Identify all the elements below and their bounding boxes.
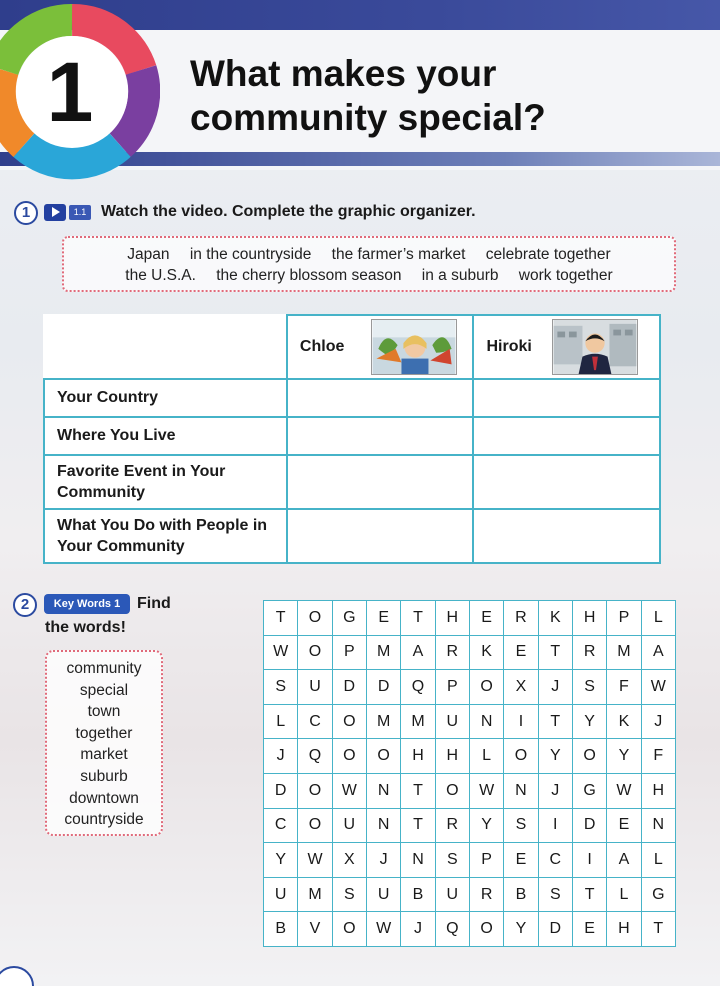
grid-letter[interactable]: O [366,739,400,774]
title-line-2: community special? [190,97,546,138]
grid-letter[interactable]: O [298,635,332,670]
grid-letter[interactable]: D [264,773,298,808]
grid-letter[interactable]: T [641,912,675,947]
grid-row [264,843,676,878]
grid-letter[interactable]: T [538,635,572,670]
answer-cell[interactable] [287,417,474,455]
grid-letter[interactable]: D [538,912,572,947]
grid-letter[interactable]: A [401,635,435,670]
grid-letter[interactable]: W [264,635,298,670]
grid-letter[interactable]: U [435,704,469,739]
grid-letter[interactable]: O [332,912,366,947]
word-bank-item: Japan [127,246,170,263]
organizer-row [44,417,660,455]
grid-row [264,670,676,705]
answer-cell[interactable] [473,417,660,455]
word-list-item: special [79,681,129,699]
grid-letter[interactable]: H [641,773,675,808]
column-label-chloe: Chloe [299,338,345,356]
grid-letter[interactable]: T [264,601,298,636]
grid-letter[interactable]: Y [504,912,538,947]
word-list-item: market [80,746,128,764]
grid-letter[interactable]: S [572,670,606,705]
grid-letter[interactable]: S [264,670,298,705]
grid-letter[interactable]: D [366,670,400,705]
grid-letter[interactable]: R [572,635,606,670]
title-line-1: What makes your [190,53,497,94]
grid-letter[interactable]: N [366,808,400,843]
grid-letter[interactable]: G [332,601,366,636]
grid-letter[interactable]: E [504,635,538,670]
grid-letter[interactable]: U [298,670,332,705]
grid-letter[interactable]: H [572,601,606,636]
grid-letter[interactable]: R [469,877,503,912]
row-label: Where You Live [44,417,287,455]
grid-row [264,601,676,636]
grid-letter[interactable]: C [538,843,572,878]
grid-letter[interactable]: E [504,843,538,878]
answer-cell[interactable] [287,509,474,563]
video-play-icon[interactable] [44,204,66,221]
grid-letter[interactable]: H [435,601,469,636]
grid-letter[interactable]: J [538,670,572,705]
grid-letter[interactable]: J [401,912,435,947]
grid-letter[interactable]: O [298,773,332,808]
organizer-corner-cell [44,315,287,379]
grid-letter[interactable]: T [401,808,435,843]
grid-letter[interactable]: M [607,635,641,670]
grid-row [264,877,676,912]
grid-letter[interactable]: R [504,601,538,636]
grid-row [264,635,676,670]
grid-letter[interactable]: O [435,773,469,808]
word-bank-item: the U.S.A. [125,267,196,284]
grid-letter[interactable]: M [401,704,435,739]
grid-row [264,912,676,947]
grid-letter[interactable]: O [332,739,366,774]
grid-letter[interactable]: P [469,843,503,878]
grid-letter[interactable]: H [435,739,469,774]
grid-letter[interactable]: U [366,877,400,912]
organizer-column-header [473,315,660,379]
answer-cell[interactable] [473,455,660,509]
grid-letter[interactable]: I [538,808,572,843]
organizer-row [44,379,660,417]
grid-letter[interactable]: K [538,601,572,636]
grid-letter[interactable]: W [607,773,641,808]
grid-letter[interactable]: U [332,808,366,843]
word-list-item: downtown [69,789,139,807]
grid-letter[interactable]: S [435,843,469,878]
grid-letter[interactable]: Y [469,808,503,843]
grid-letter[interactable]: O [572,739,606,774]
grid-letter[interactable]: N [641,808,675,843]
word-bank-item: in a suburb [421,267,499,284]
grid-letter[interactable]: B [264,912,298,947]
grid-letter[interactable]: I [504,704,538,739]
grid-letter[interactable]: L [469,739,503,774]
chloe-photo [371,319,457,375]
grid-letter[interactable]: I [572,843,606,878]
grid-letter[interactable]: N [366,773,400,808]
grid-letter[interactable]: P [607,601,641,636]
column-label-hiroki: Hiroki [486,338,532,356]
grid-letter[interactable]: K [607,704,641,739]
grid-letter[interactable]: N [504,773,538,808]
word-bank-item: work together [518,267,613,284]
grid-letter[interactable]: G [641,877,675,912]
word-list-item: town [87,703,121,721]
unit-number: 1 [46,45,94,139]
word-search-grid [263,600,676,947]
page-number-circle [0,966,34,986]
grid-letter[interactable]: Q [435,912,469,947]
grid-row [264,808,676,843]
word-bank-row-2 [64,265,674,286]
grid-letter[interactable]: O [469,912,503,947]
activity-1-number: 1 [14,201,38,225]
grid-letter[interactable]: Y [264,843,298,878]
grid-letter[interactable]: A [641,635,675,670]
word-list-item: countryside [64,811,144,829]
grid-letter[interactable]: W [641,670,675,705]
grid-row [264,704,676,739]
grid-letter[interactable]: X [504,670,538,705]
video-track-badge: 1.1 [69,205,91,220]
word-list [45,650,163,836]
grid-letter[interactable]: E [366,601,400,636]
answer-cell[interactable] [287,455,474,509]
grid-letter[interactable]: O [504,739,538,774]
grid-letter[interactable]: W [298,843,332,878]
grid-row [264,773,676,808]
activity-2-instruction-1: Find [137,595,171,612]
grid-letter[interactable]: J [538,773,572,808]
grid-letter[interactable]: Y [607,739,641,774]
grid-letter[interactable]: N [469,704,503,739]
grid-letter[interactable]: M [366,635,400,670]
grid-letter[interactable]: F [607,670,641,705]
word-list-item: together [75,724,133,742]
grid-letter[interactable]: Y [538,739,572,774]
grid-letter[interactable]: M [298,877,332,912]
grid-letter[interactable]: C [298,704,332,739]
grid-letter[interactable]: T [572,877,606,912]
grid-letter[interactable]: U [435,877,469,912]
activity-2-number: 2 [13,593,37,617]
grid-letter[interactable]: J [366,843,400,878]
grid-letter[interactable]: R [435,808,469,843]
word-bank-item: the farmer’s market [331,246,466,263]
grid-letter[interactable]: Q [298,739,332,774]
grid-letter[interactable]: B [401,877,435,912]
answer-cell[interactable] [473,379,660,417]
grid-letter[interactable]: S [504,808,538,843]
grid-letter[interactable]: V [298,912,332,947]
row-label: What You Do with People in Your Community [44,509,287,563]
grid-letter[interactable]: A [607,843,641,878]
grid-letter[interactable]: O [332,704,366,739]
grid-letter[interactable]: W [366,912,400,947]
row-label: Your Country [44,379,287,417]
activity-1-instruction: Watch the video. Complete the graphic organizer. [101,203,476,220]
answer-cell[interactable] [287,379,474,417]
grid-letter[interactable]: B [504,877,538,912]
grid-letter[interactable]: L [264,704,298,739]
grid-letter[interactable]: W [469,773,503,808]
organizer-header-row [44,315,660,379]
grid-letter[interactable]: R [435,635,469,670]
hiroki-photo [552,319,638,375]
grid-letter[interactable]: N [401,843,435,878]
grid-letter[interactable]: D [572,808,606,843]
grid-letter[interactable]: L [641,601,675,636]
grid-letter[interactable]: F [641,739,675,774]
grid-letter[interactable]: X [332,843,366,878]
activity-2-instruction-2: the words! [45,619,126,636]
grid-letter[interactable]: C [264,808,298,843]
grid-letter[interactable]: E [572,912,606,947]
grid-letter[interactable]: O [298,808,332,843]
word-bank-item: in the countryside [189,246,312,263]
grid-letter[interactable]: J [264,739,298,774]
page-title [190,52,610,140]
row-label: Favorite Event in Your Community [44,455,287,509]
grid-letter[interactable]: S [538,877,572,912]
word-bank-1 [62,236,676,292]
answer-cell[interactable] [473,509,660,563]
grid-letter[interactable]: H [607,912,641,947]
organizer-row [44,455,660,509]
grid-letter[interactable]: Q [401,670,435,705]
grid-letter[interactable]: Y [572,704,606,739]
word-bank-item: the cherry blossom season [216,267,402,284]
grid-letter[interactable]: O [298,601,332,636]
grid-letter[interactable]: U [264,877,298,912]
organizer-column-header [287,315,474,379]
grid-letter[interactable]: H [401,739,435,774]
grid-letter[interactable]: S [332,877,366,912]
grid-letter[interactable]: L [641,843,675,878]
grid-letter[interactable]: P [435,670,469,705]
word-bank-row-1 [64,244,674,265]
grid-letter[interactable]: E [607,808,641,843]
grid-row [264,739,676,774]
grid-letter[interactable]: P [332,635,366,670]
organizer-row [44,509,660,563]
word-bank-item: celebrate together [485,246,611,263]
grid-letter[interactable]: M [366,704,400,739]
key-words-badge: Key Words 1 [44,594,130,614]
grid-letter[interactable]: K [469,635,503,670]
word-list-item: community [66,660,142,677]
grid-letter[interactable]: G [572,773,606,808]
grid-letter[interactable]: W [332,773,366,808]
graphic-organizer [43,314,661,564]
grid-letter[interactable]: T [538,704,572,739]
grid-letter[interactable]: D [332,670,366,705]
grid-letter[interactable]: E [469,601,503,636]
grid-letter[interactable]: L [607,877,641,912]
grid-letter[interactable]: O [469,670,503,705]
grid-letter[interactable]: J [641,704,675,739]
grid-letter[interactable]: T [401,601,435,636]
grid-letter[interactable]: T [401,773,435,808]
word-list-item: suburb [80,767,128,785]
